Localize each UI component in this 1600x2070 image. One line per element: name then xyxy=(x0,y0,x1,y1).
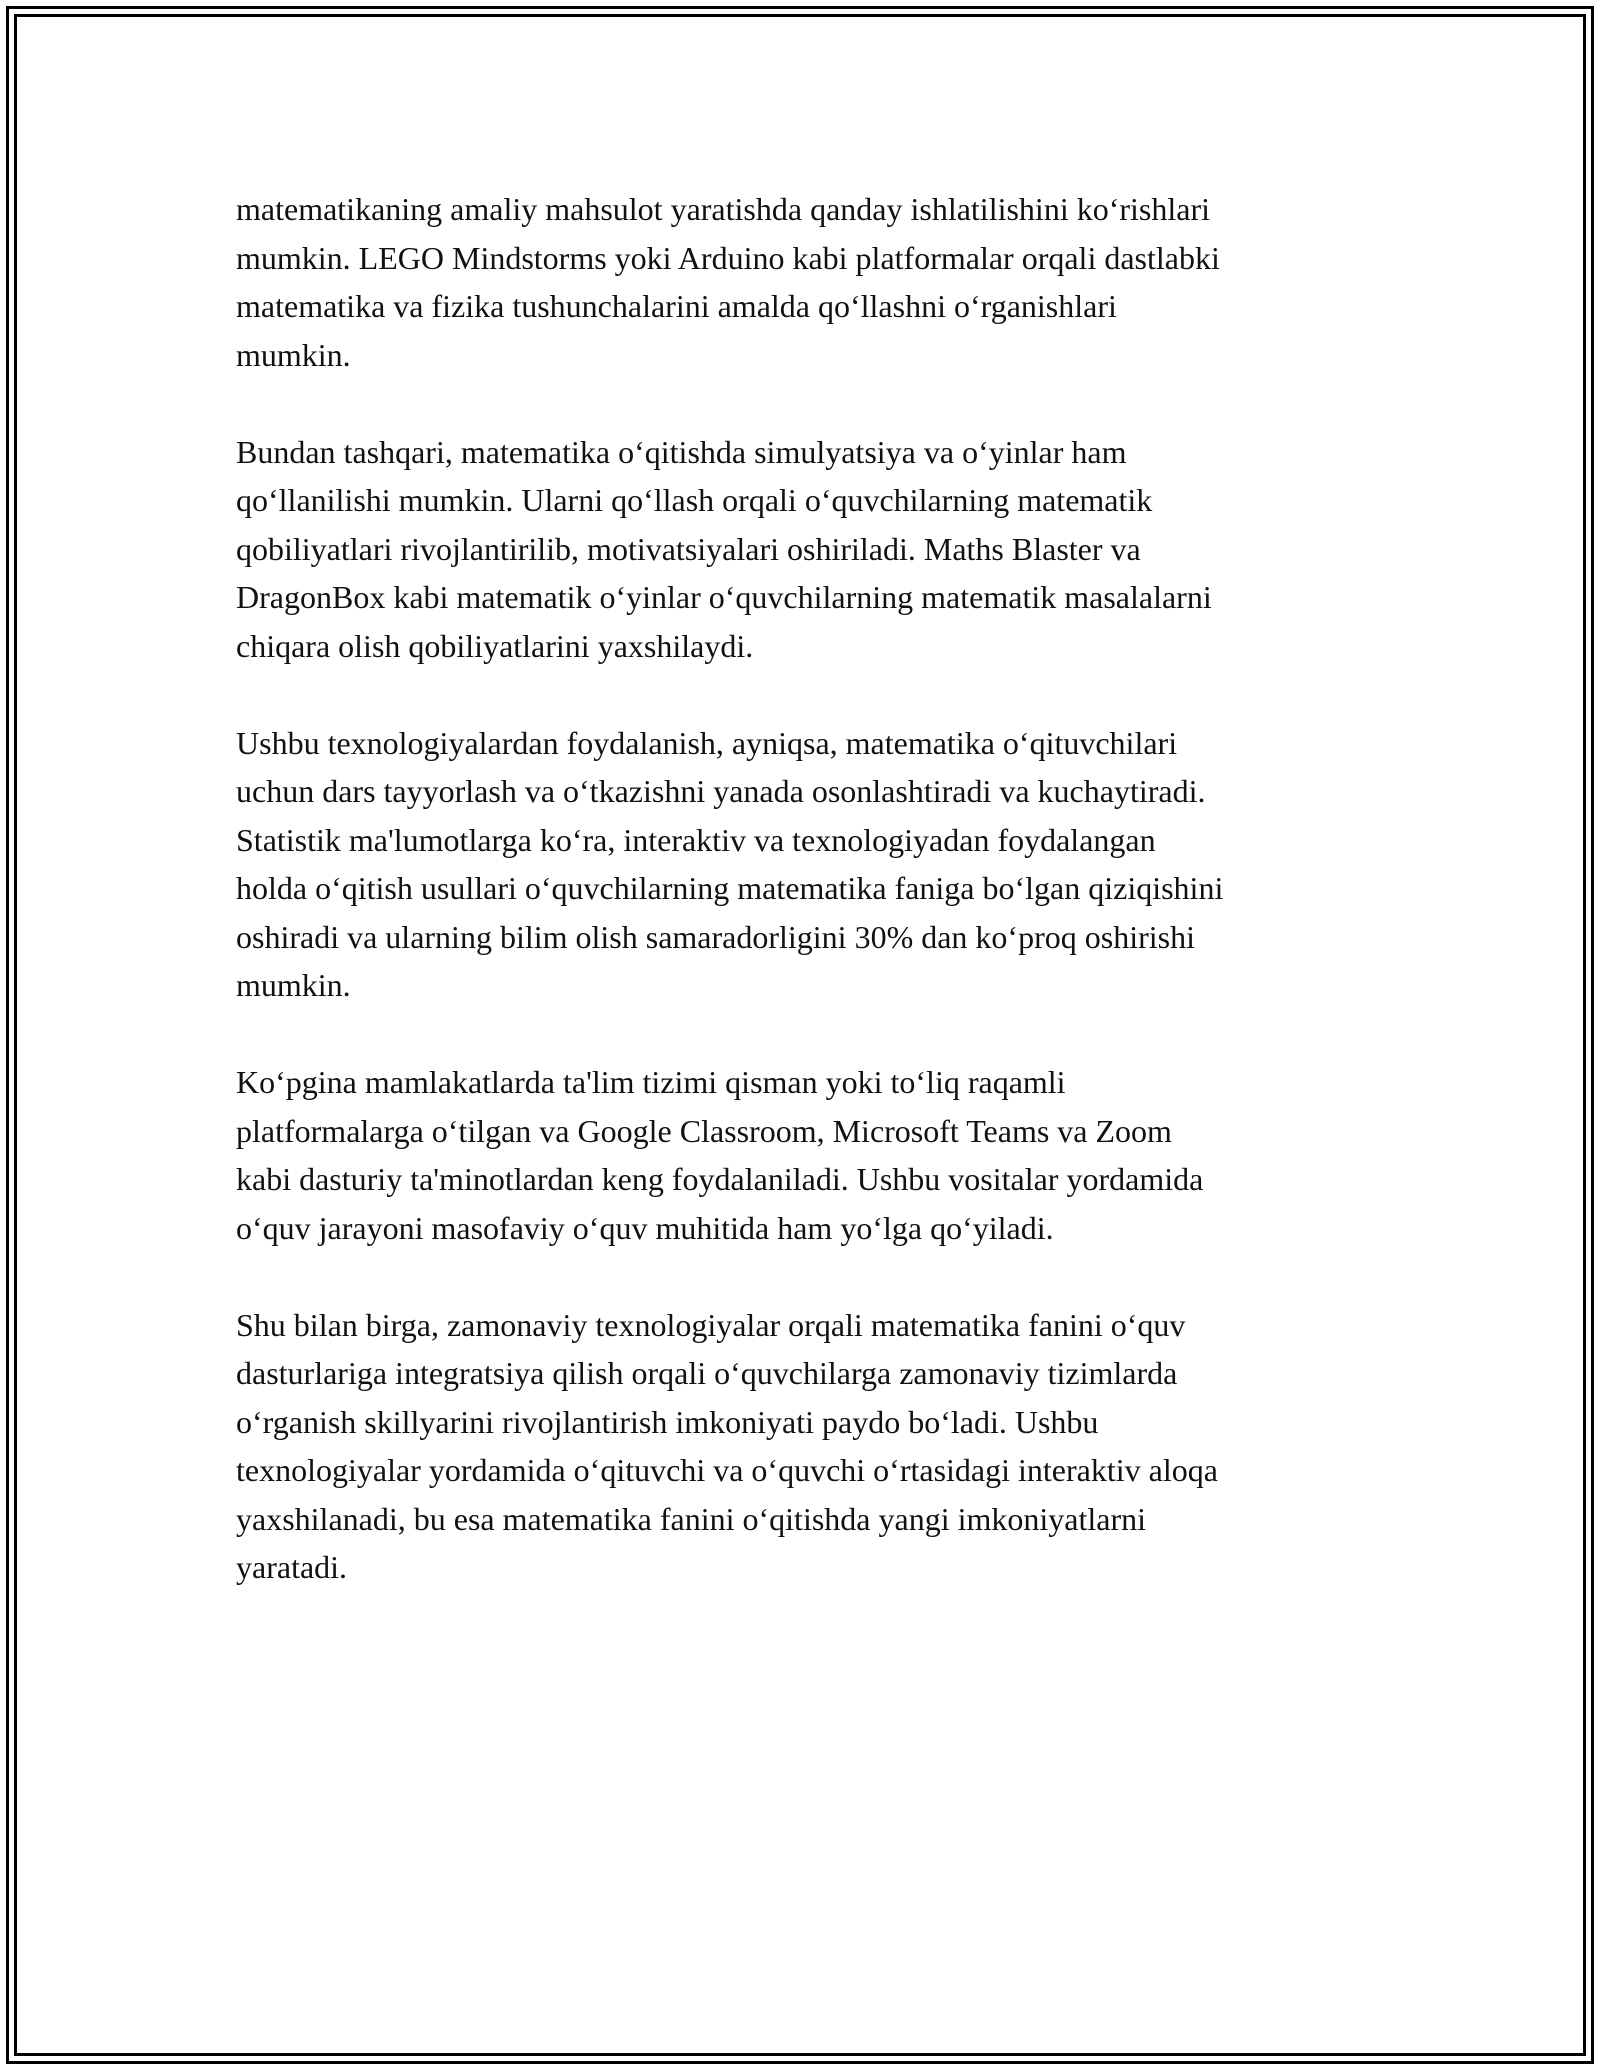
paragraph-technology-benefits: Ushbu texnologiyalardan foydalanish, ayniqsa, matematika oʻqituvchilari uchun dars tayyorlash va oʻtkazishni yanada osonlashtiradi va kuchaytiradi. Statistik ma'lumotlarga koʻra, interaktiv va texnologiyadan foydalangan holda oʻqitish usullari oʻquvchilarning matematika faniga boʻlgan qiziqishini oshiradi va ularning bilim olish samaradorligini 30% dan koʻproq oshirishi mumkin. xyxy=(236,724,1224,1003)
paragraph-simulations-games: Bundan tashqari, matematika oʻqitishda simulyatsiya va oʻyinlar ham qoʻllanilishi mumkin. Ularni qoʻllash orqali oʻquvchilarning matematik qobiliyatlari rivojlantirilib, motivatsiyalari oshiriladi. Maths Blaster va DragonBox kabi matematik oʻyinlar oʻquvchilarning matematik masalalarni chiqara olish qobiliyatlarini yaxshilaydi. xyxy=(236,433,1212,664)
paragraph-robotics-platforms: matematikaning amaliy mahsulot yaratishda qanday ishlatilishini koʻrishlari mumkin. LEGO Mindstorms yoki Arduino kabi platformalar orqali dastlabki matematika va fizika tushunchalarini amalda qoʻllashni oʻrganishlari mumkin. xyxy=(236,191,1220,373)
paragraph-digital-platforms: Koʻpgina mamlakatlarda ta'lim tizimi qisman yoki toʻliq raqamli platformalarga oʻtilgan va Google Classroom, Microsoft Teams va Zoom kabi dasturiy ta'minotlardan keng foydalaniladi. Ushbu vositalar yordamida oʻquv jarayoni masofaviy oʻquv muhitida ham yoʻlga qoʻyiladi. xyxy=(236,1064,1204,1246)
paragraph-curriculum-integration: Shu bilan birga, zamonaviy texnologiyalar orqali matematika fanini oʻquv dasturlariga integratsiya qilish orqali oʻquvchilarga zamonaviy tizimlarda oʻrganish skillyarini rivojlantirish imkoniyati paydo boʻladi. Ushbu texnologiyalar yordamida oʻqituvchi va oʻquvchi oʻrtasidagi interaktiv aloqa yaxshilanadi, bu esa matematika fanini oʻqitishda yangi imkoniyatlarni yaratadi. xyxy=(236,1306,1218,1585)
document-body xyxy=(236,185,1376,1640)
